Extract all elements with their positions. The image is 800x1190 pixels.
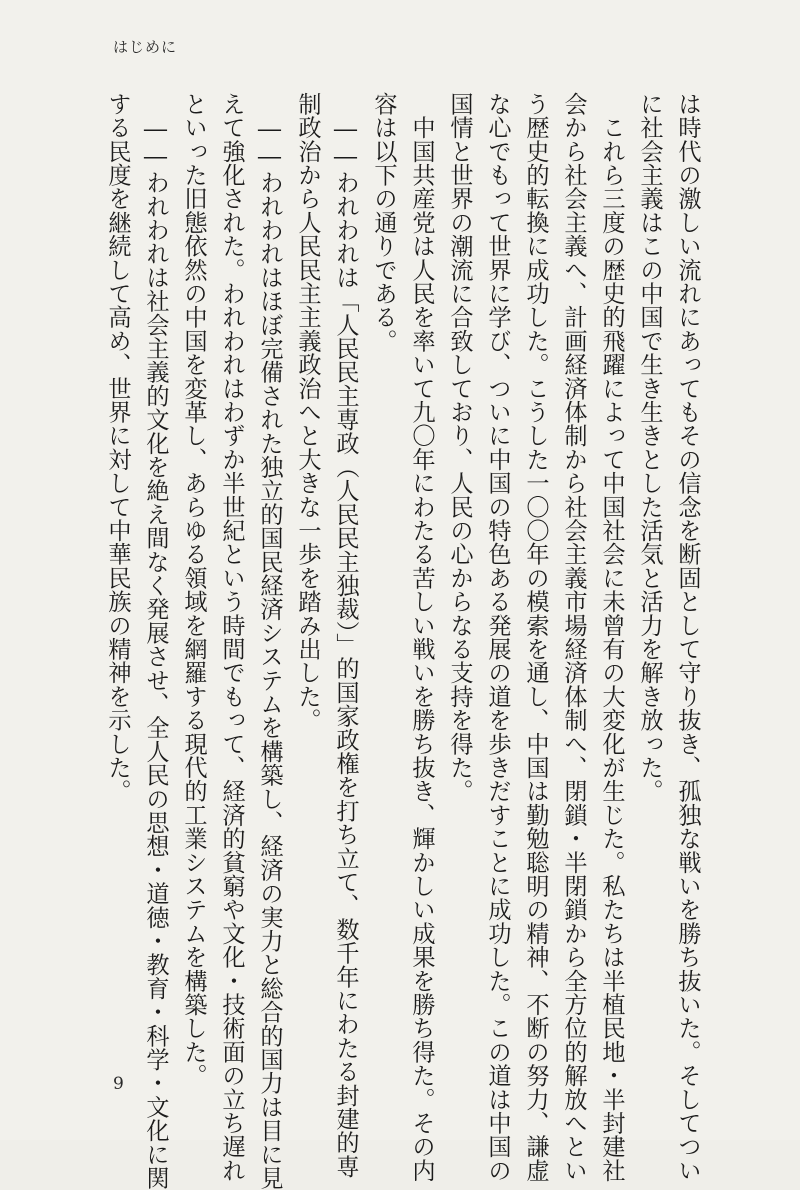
text-column: といった旧態依然の中国を変革し、あらゆる領域を網羅する現代的工業システムを構築した。 — [180, 92, 207, 1088]
text-column: な心でもって世界に学び、ついに中国の特色ある発展の道を歩きだすことに成功した。この道は中国の — [484, 92, 511, 1183]
text-column: ――われわれは社会主義的文化を絶え間なく発展させ、全人民の思想・道徳・教育・科学・文化に関 — [142, 92, 169, 1190]
text-column: えて強化された。われわれはわずか半世紀という時間でもって、経済的貧窮や文化・技術面の立ち遅れ — [218, 92, 245, 1183]
text-column: ――われわれは「人民民主専政（人民民主独裁）」的国家政権を打ち立て、数千年にわたる封建的専 — [332, 92, 359, 1179]
text-column: 容は以下の通りである。 — [370, 92, 397, 353]
text-column: 制政治から人民民主主義政治へと大きな一歩を踏み出した。 — [294, 92, 321, 732]
page-number: 9 — [113, 1074, 124, 1094]
text-column: する民度を継続して高め、世界に対して中華民族の精神を示した。 — [104, 92, 131, 803]
text-column: に社会主義はこの中国で生き生きとした活気と活力を解き放った。 — [636, 92, 663, 803]
text-column: は時代の激しい流れにあってもその信念を断固として守り抜き、孤独な戦いを勝ち抜いた。そしてつい — [674, 92, 701, 1183]
text-column: 国情と世界の潮流に合致しており、人民の心からなる支持を得た。 — [446, 92, 473, 803]
text-column: 中国共産党は人民を率いて九〇年にわたる苦しい戦いを勝ち抜き、輝かしい成果を勝ち得た。その内 — [408, 92, 435, 1183]
text-column: 会から社会主義へ、計画経済体制から社会主義市場経済体制へ、閉鎖・半閉鎖から全方位的解放へとい — [560, 92, 587, 1183]
text-column: これら三度の歴史的飛躍によって中国社会に未曾有の大変化が生じた。私たちは半植民地・半封建社 — [598, 92, 625, 1183]
text-column: う歴史的転換に成功した。こうした一〇〇年の模索を通し、中国は勤勉聡明の精神、不断の努力、謙虚 — [522, 92, 549, 1183]
running-head: はじめに — [113, 38, 178, 56]
text-column: ――われわれはほぼ完備された独立的国民経済システムを構築し、経済の実力と総合的国力は目に見 — [256, 92, 283, 1190]
